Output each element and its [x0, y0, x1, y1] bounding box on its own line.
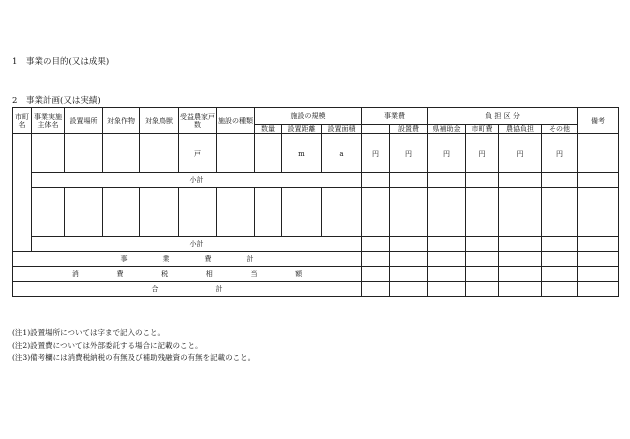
notes: [12, 327, 255, 365]
header-install-cost: 設置費: [390, 125, 428, 134]
header-total-cost-blank: [362, 125, 390, 134]
unit-yen-city: 円: [478, 149, 486, 158]
header-animal: 対象鳥獣: [140, 108, 179, 134]
tax-row: [13, 267, 619, 282]
unit-yen-other: 円: [556, 149, 563, 158]
header-cost-group: 事業費: [362, 108, 428, 125]
unit-yen-total: 円: [372, 149, 379, 158]
section-1-title: 事業の目的(又は成果): [26, 57, 110, 67]
grand-total-label: 合 計: [13, 282, 362, 297]
section-2-heading: [12, 96, 101, 106]
subtotal-label: 小計: [32, 237, 362, 252]
header-distance: 設置距離: [282, 125, 322, 134]
table-row: [13, 188, 619, 237]
header-crop: 対象作物: [103, 108, 140, 134]
header-city-cost: 市町費: [466, 125, 499, 134]
header-facility-type: 施設の種類: [217, 108, 255, 134]
header-remarks: 備考: [578, 108, 619, 134]
subtotal-label: 小計: [32, 173, 362, 188]
unit-distance: m: [298, 149, 305, 158]
unit-yen-pref: 円: [443, 149, 450, 158]
note-3: (注3)備考欄には消費税納税の有無及び補助残融資の有無を記載のこと。: [12, 353, 256, 362]
header-pref-subsidy: 県補助金: [428, 125, 466, 134]
unit-yen-install: 円: [405, 149, 412, 158]
header-operator: 事業実施主体名: [32, 108, 65, 134]
header-other: その他: [542, 125, 578, 134]
project-plan-table: [12, 107, 619, 297]
grand-total-row: [13, 282, 619, 297]
header-location: 設置場所: [65, 108, 103, 134]
subtotal-row: [13, 173, 619, 188]
note-2: (注2)設置費については外部委託する場合に記載のこと。: [12, 340, 203, 350]
unit-households: 戸: [194, 149, 201, 158]
header-area: 設置面積: [322, 125, 362, 134]
section-2-number: 2: [12, 96, 18, 106]
subtotal-row: [13, 237, 619, 252]
municipality-cell: [13, 134, 32, 252]
section-1-number: 1: [12, 57, 18, 67]
header-quantity: 数量: [255, 125, 282, 134]
header-households: 受益農家戸数: [179, 108, 217, 134]
unit-area: a: [339, 149, 344, 158]
header-coop-burden: 農協負担: [499, 125, 542, 134]
section-1-heading: [12, 57, 109, 67]
project-total-label: 事 業 費 計: [13, 252, 362, 267]
section-2-title: 事業計画(又は実績): [26, 96, 101, 106]
tax-label: 消 費 税 相 当 額: [13, 267, 362, 282]
note-1: (注1)設置場所については字まで記入のこと。: [12, 328, 165, 337]
unit-yen-coop: 円: [516, 149, 524, 158]
project-total-row: [13, 252, 619, 267]
header-municipality: 市町名: [13, 108, 32, 134]
table-row: [13, 134, 619, 173]
header-burden-group: 負 担 区 分: [428, 108, 578, 125]
header-scale-group: 施設の規模: [255, 108, 362, 125]
